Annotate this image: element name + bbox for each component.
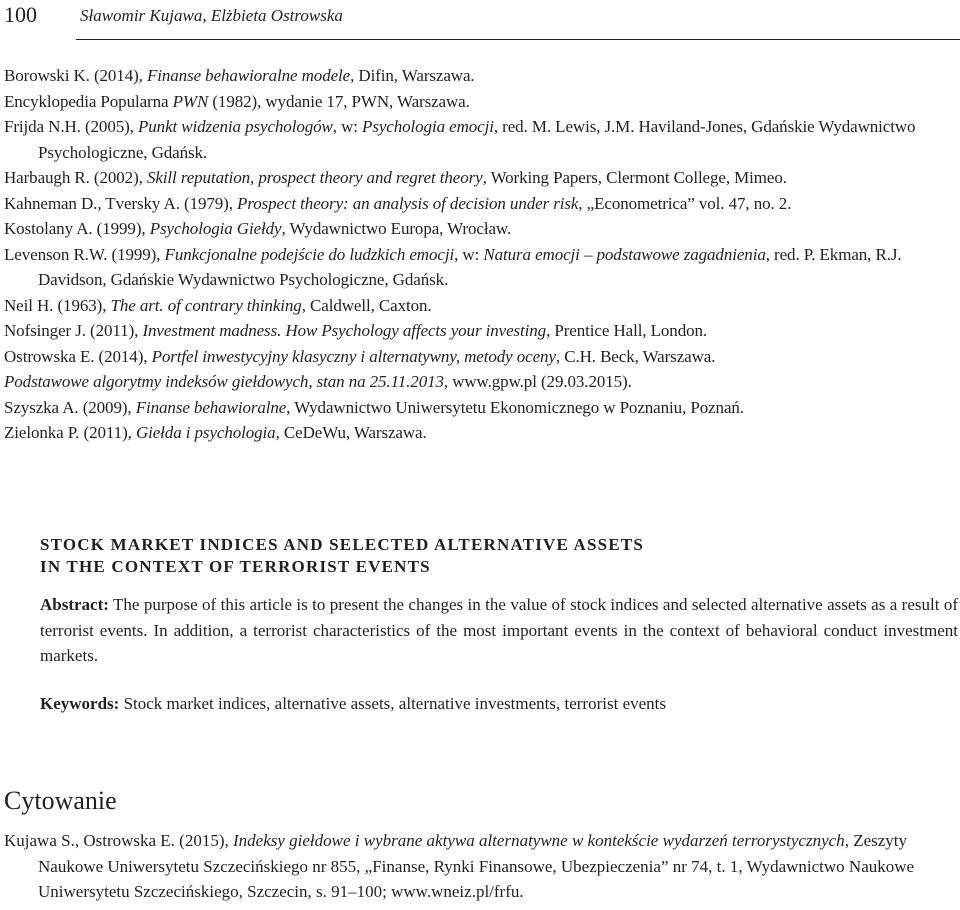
running-title: Sławomir Kujawa, Elżbieta Ostrowska (80, 6, 343, 25)
reference-item: Harbaugh R. (2002), Skill reputation, prospect theory and regret theory, Working Papers, Clermont College, Mimeo. (4, 168, 787, 187)
summary-title-line-2: IN THE CONTEXT OF TERRORIST EVENTS (40, 557, 431, 576)
summary-title (40, 534, 958, 578)
citation-heading: Cytowanie (4, 786, 117, 815)
citation-text: Kujawa S., Ostrowska E. (2015), Indeksy giełdowe i wybrane aktywa alternatywne w kontekście wydarzeń terrorystycznych, Zeszyty Naukowe Uniwersytetu Szczecińskiego nr 855, „Finanse, Rynki Finansowe, Ubezpieczenia” nr 74, t. 1, Wydawnictwo Naukowe Uniwersytetu Szczecińskiego, Szczecin, s. 91–100; www.wneiz.pl/frfu. (4, 831, 915, 901)
keywords-label: Keywords: (40, 693, 120, 713)
reference-item: Frijda N.H. (2005), Punkt widzenia psychologów, w: Psychologia emocji, red. M. Lewis, J.M. Haviland-Jones, Gdańskie Wydawnictwo Psychologiczne, Gdańsk. (4, 117, 916, 162)
page-header (4, 2, 960, 32)
abstract-text: The purpose of this article is to present the changes in the value of stock indices and selected alternative assets as a result of terrorist events. In addition, a terrorist characteristics of the most important events in the context of behavioral conduct investment markets. (40, 595, 958, 665)
reference-item: Encyklopedia Popularna PWN (1982), wydanie 17, PWN, Warszawa. (4, 91, 470, 111)
abstract (40, 592, 958, 669)
keywords (40, 691, 958, 716)
keywords-text: Stock market indices, alternative assets, alternative investments, terrorist events (119, 693, 666, 713)
reference-item: Ostrowska E. (2014), Portfel inwestycyjny klasyczny i alternatywny, metody oceny, C.H. Beck, Warszawa. (4, 346, 716, 366)
reference-item: Neil H. (1963), The art. of contrary thinking, Caldwell, Caxton. (4, 295, 432, 315)
reference-item: Nofsinger J. (2011), Investment madness. How Psychology affects your investing, Prentice Hall, London. (4, 321, 708, 340)
english-summary (40, 534, 958, 716)
reference-item: Levenson R.W. (1999), Funkcjonalne podejście do ludzkich emocji, w: Natura emocji – podstawowe zagadnienia, red. P. Ekman, R.J. Davidson, Gdańskie Wydawnictwo Psychologiczne, Gdańsk. (4, 244, 902, 289)
reference-item: Borowski K. (2014), Finanse behawioralne modele, Difin, Warszawa. (4, 66, 475, 85)
summary-title-line-1: STOCK MARKET INDICES AND SELECTED ALTERNATIVE ASSETS (40, 535, 645, 554)
reference-item: Kostolany A. (1999), Psychologia Giełdy, Wydawnictwo Europa, Wrocław. (4, 219, 512, 238)
abstract-label: Abstract: (40, 595, 109, 614)
reference-list (4, 63, 960, 446)
reference-item: Szyszka A. (2009), Finanse behawioralne, Wydawnictwo Uniwersytetu Ekonomicznego w Poznaniu, Poznań. (4, 397, 744, 417)
page-number: 100 (4, 2, 37, 27)
header-rule (76, 39, 960, 40)
reference-item: Podstawowe algorytmy indeksów giełdowych, stan na 25.11.2013, www.gpw.pl (29.03.2015). (4, 372, 632, 391)
reference-item: Zielonka P. (2011), Giełda i psychologia, CeDeWu, Warszawa. (4, 423, 427, 442)
reference-item: Kahneman D., Tversky A. (1979), Prospect theory: an analysis of decision under risk, „Econometrica” vol. 47, no. 2. (4, 193, 792, 213)
